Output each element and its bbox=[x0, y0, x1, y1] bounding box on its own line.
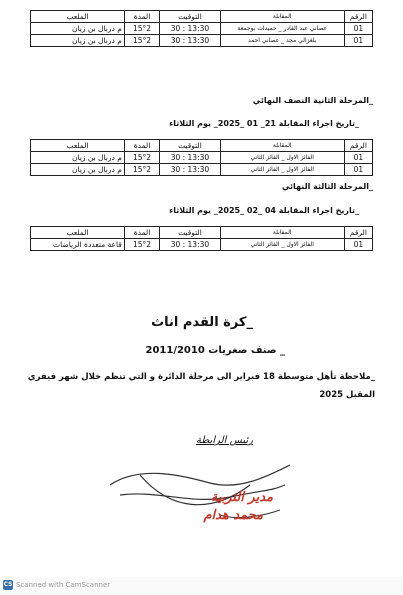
header-match: المقابلة bbox=[220, 140, 344, 152]
cell-time: 13:30 : 30 bbox=[160, 152, 221, 164]
cell-duration: 15°2 bbox=[124, 152, 159, 164]
schedule-table-1 bbox=[30, 10, 373, 47]
header-time: التوقيت bbox=[160, 140, 221, 152]
cell-venue: قاعة متعددة الرياضات bbox=[31, 239, 125, 251]
table-header-row bbox=[31, 11, 373, 23]
header-match: المقابلة bbox=[220, 11, 344, 23]
header-num: الرقم bbox=[344, 140, 372, 152]
stage2-title: _المرحلة الثانية النصف النهائي bbox=[252, 96, 373, 105]
table-row bbox=[31, 239, 373, 251]
cell-venue: م دربال بن زيان bbox=[31, 23, 125, 35]
header-match: المقابلة bbox=[220, 227, 344, 239]
cell-duration: 15°2 bbox=[124, 239, 159, 251]
section-title: _كرة القدم اناث bbox=[151, 315, 253, 330]
scanner-text: Scanned with CamScanner bbox=[16, 581, 111, 589]
cell-num: 01 bbox=[344, 152, 372, 164]
cell-num: 01 bbox=[344, 164, 372, 176]
cell-time: 13:30 : 30 bbox=[160, 164, 221, 176]
note-line-2: المقبل 2025 bbox=[319, 390, 375, 400]
header-num: الرقم bbox=[344, 11, 372, 23]
cell-duration: 15°2 bbox=[124, 164, 159, 176]
stamp-line-2: محمد هدام bbox=[203, 508, 263, 523]
header-duration: المدة bbox=[124, 11, 159, 23]
schedule-table-3 bbox=[30, 226, 373, 251]
header-venue: الملعب bbox=[31, 140, 125, 152]
cell-venue: م دربال بن زيان bbox=[31, 152, 125, 164]
note-line-1: _ملاحظة تأهل متوسطة 18 فبراير الى مرحلة الدائرة و التي تنظم خلال شهر فيفري bbox=[27, 372, 375, 382]
table-row bbox=[31, 164, 373, 176]
cell-duration: 15°2 bbox=[124, 23, 159, 35]
header-venue: الملعب bbox=[31, 227, 125, 239]
cell-match: بلغزالي مجد _ عصاني احمد bbox=[220, 35, 344, 47]
table-header-row bbox=[31, 227, 373, 239]
category-line: _ صنف صغريات 2011/2010 bbox=[145, 345, 285, 356]
stage2-date: _تاريخ اجراء المقابلة 21_ 01 _2025_ يوم الثلاثاء bbox=[169, 119, 359, 128]
camscanner-icon: CS bbox=[3, 581, 13, 588]
stamp-line-1: مدير التربية bbox=[210, 490, 273, 505]
header-time: التوقيت bbox=[160, 11, 221, 23]
cell-num: 01 bbox=[344, 35, 372, 47]
cell-time: 13:30 : 30 bbox=[160, 239, 221, 251]
cell-match: الفائز الاول _ الفائز الثاني bbox=[220, 239, 344, 251]
table-row bbox=[31, 35, 373, 47]
cell-match: الفائز الاول _ الفائز الثاني bbox=[220, 164, 344, 176]
header-num: الرقم bbox=[344, 227, 372, 239]
signature-title: رئيس الرابطة bbox=[195, 435, 253, 446]
stage3-title: _المرحلة الثالثة النهائي bbox=[281, 182, 373, 191]
cell-match: عصاني عبد القادر _ حميدات بوجمعة bbox=[220, 23, 344, 35]
table-row bbox=[31, 152, 373, 164]
cell-duration: 15°2 bbox=[124, 35, 159, 47]
header-venue: الملعب bbox=[31, 11, 125, 23]
header-time: التوقيت bbox=[160, 227, 221, 239]
table-row bbox=[31, 23, 373, 35]
cell-match: الفائز الاول _ الفائز الثاني bbox=[220, 152, 344, 164]
header-duration: المدة bbox=[124, 140, 159, 152]
table-header-row bbox=[31, 140, 373, 152]
scanner-footer bbox=[0, 577, 403, 595]
cell-num: 01 bbox=[344, 23, 372, 35]
stage3-date: _تاريخ اجراء المقابلة 04 _02 _2025_ يوم الثلاثاء bbox=[169, 206, 359, 215]
schedule-table-2 bbox=[30, 139, 373, 176]
cell-venue: م دربال بن زيان bbox=[31, 35, 125, 47]
header-duration: المدة bbox=[124, 227, 159, 239]
cell-time: 13:30 : 30 bbox=[160, 35, 221, 47]
cell-num: 01 bbox=[344, 239, 372, 251]
cell-venue: م دربال بن زيان bbox=[31, 164, 125, 176]
cell-time: 13:30 : 30 bbox=[160, 23, 221, 35]
